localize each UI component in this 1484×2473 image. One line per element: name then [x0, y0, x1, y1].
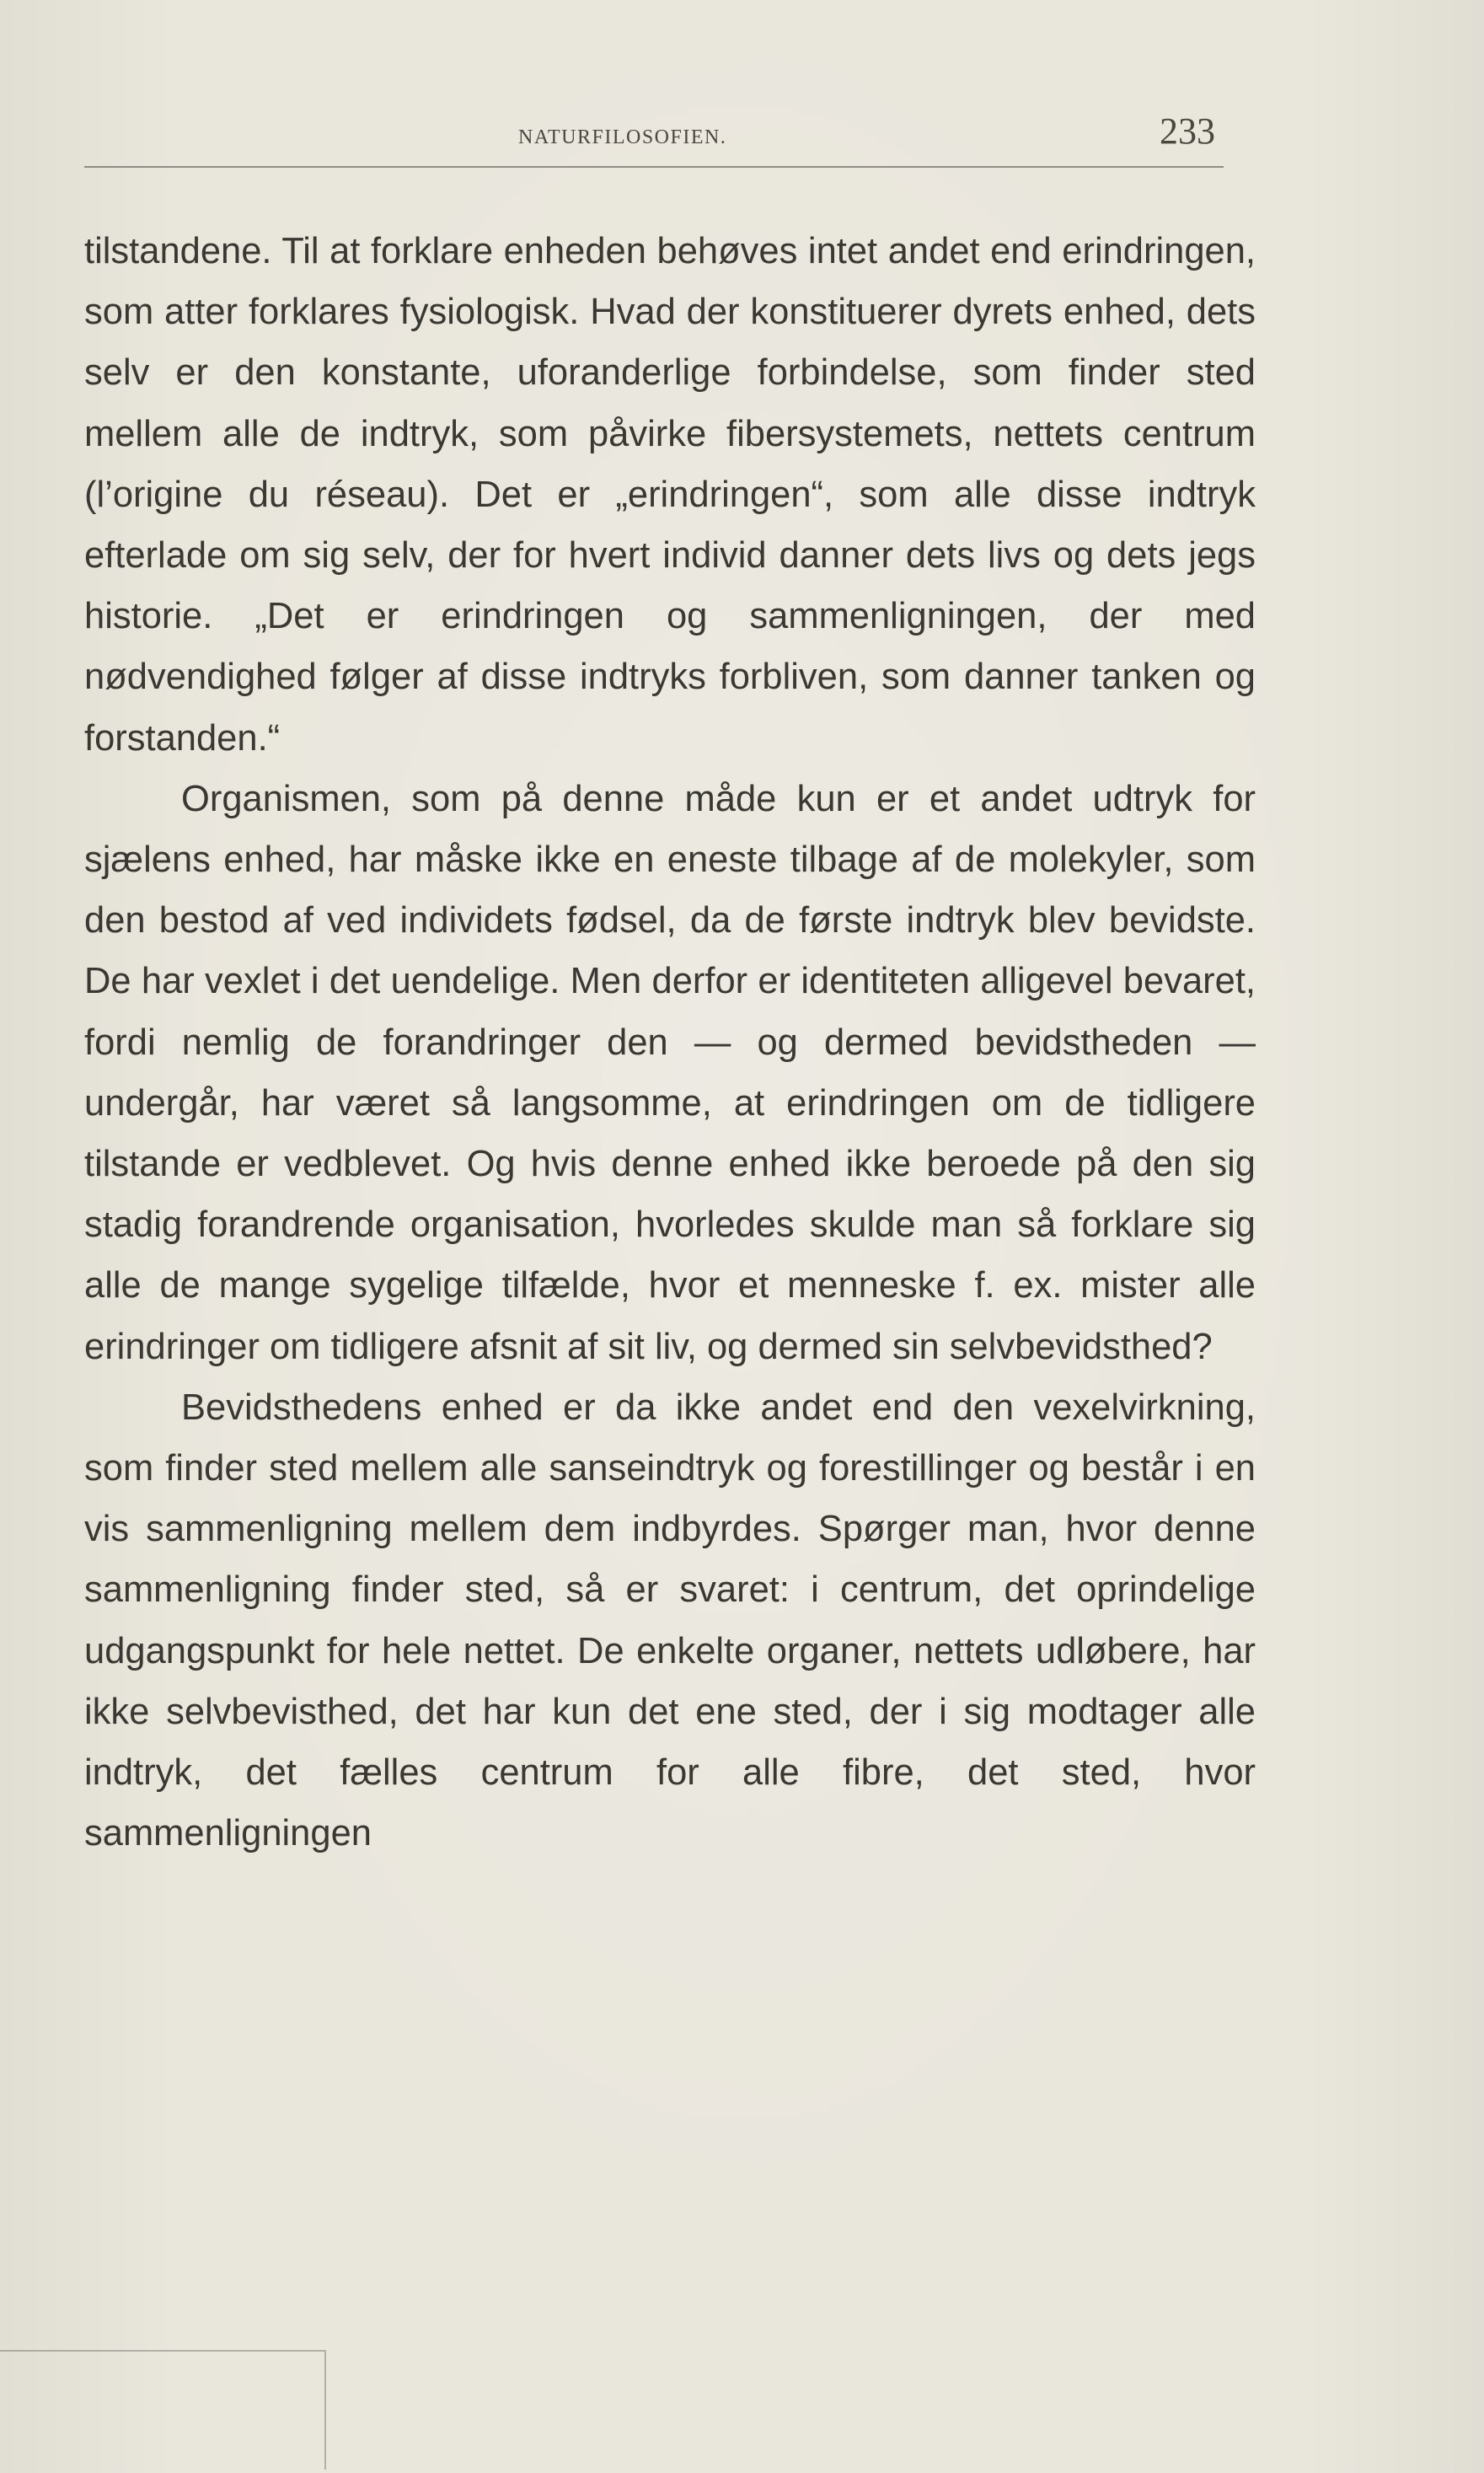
running-title: NATURFILOSOFIEN.	[518, 126, 727, 148]
header-rule	[84, 166, 1224, 168]
paragraph-3: Bevidsthedens enhed er da ikke andet end den vexelvirkning, som finder sted mellem alle sanseindtryk og forestillinger og består i en vis sammenligning mellem dem indbyrdes. Spørger man, hvor denne sammenligning finder sted, så er svaret: i centrum, det oprindelige udgangspunkt for hele nettet. De enkelte organer, nettets udløbere, har ikke selvbevisthed, det har kun det ene sted, der i sig modtager alle indtryk, det fælles centrum for alle fibre, det sted, hvor sammenligningen	[84, 1387, 1256, 1854]
page-number: 233	[1160, 110, 1215, 152]
paragraph-2: Organismen, som på denne måde kun er et andet udtryk for sjælens enhed, har måske ikke en eneste tilbage af de molekyler, som den bestod af ved individets fødsel, da de første indtryk blev bevidste. De har vexlet i det uendelige. Men derfor er identiteten alligevel bevaret, fordi nemlig de forandringer den — og dermed bevidstheden — undergår, har været så langsomme, at erindringen om de tidligere tilstande er vedblevet. Og hvis denne enhed ikke beroede på den sig stadig forandrende organisation, hvorledes skulde man så forklare sig alle de mange sygelige tilfælde, hvor et menneske f. ex. mister alle erindringer om tidligere afsnit af sit liv, og dermed sin selvbevidsthed?	[84, 778, 1256, 1367]
body-text	[84, 221, 1256, 1864]
scan-corner-mark	[0, 2350, 326, 2470]
paragraph-1: tilstandene. Til at forklare enheden behøves intet andet end erindringen, som atter forklares fysiologisk. Hvad der konstituerer dyrets enhed, dets selv er den konstante, uforanderlige forbindelse, som finder sted mellem alle de indtryk, som påvirke fibersystemets, nettets centrum (l’origine du réseau). Det er „erindringen“, som alle disse indtryk efterlade om sig selv, der for hvert individ danner dets livs og dets jegs historie. „Det er erindringen og sammenligningen, der med nødvendighed følger af disse indtryks forbliven, som danner tanken og forstanden.“	[84, 231, 1256, 759]
page-header	[84, 110, 1224, 169]
